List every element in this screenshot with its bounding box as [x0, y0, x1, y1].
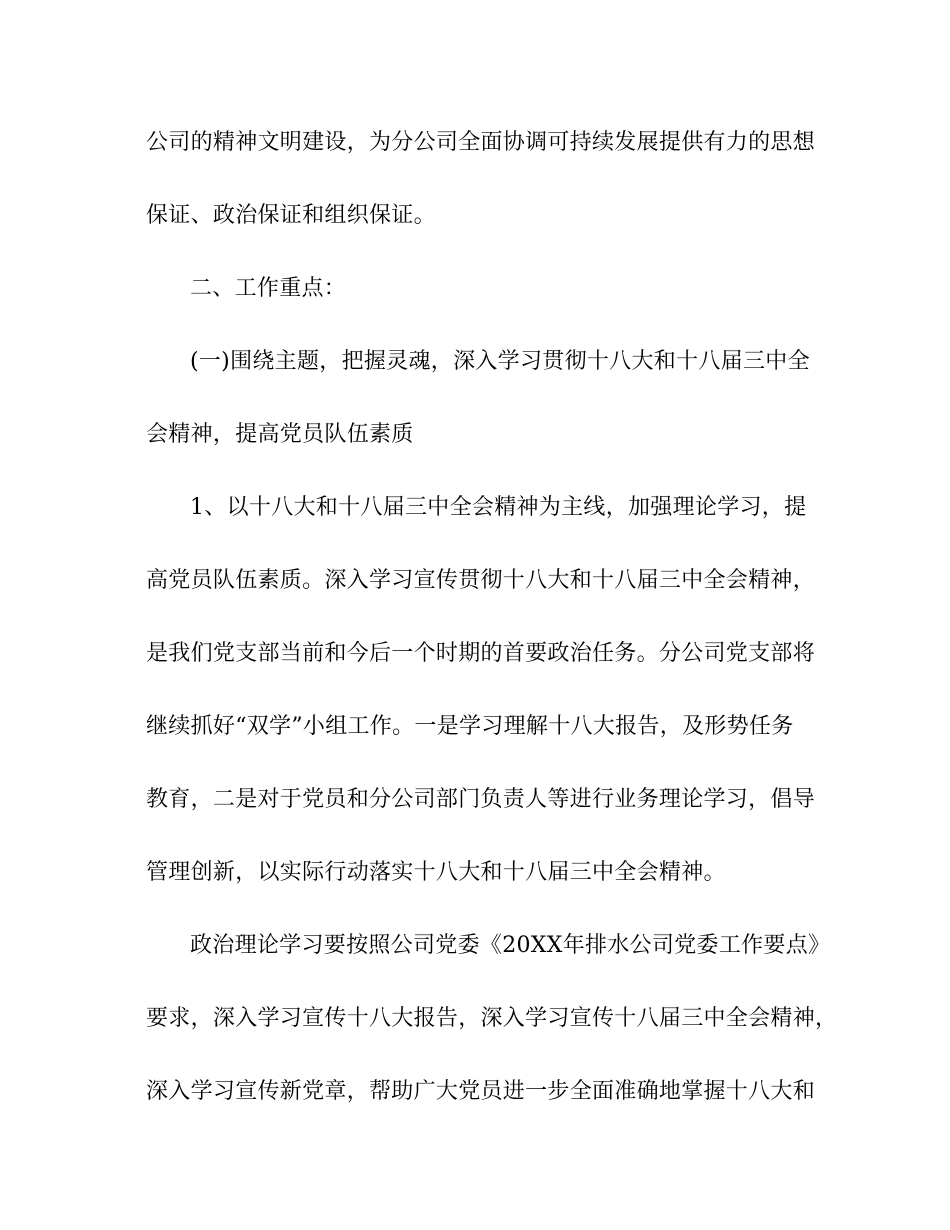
- paragraph-line-13: 要求，深入学习宣传十八大报告，深入学习宣传十八届三中全会精神，: [146, 1006, 838, 1031]
- paragraph-line-2: 保证、政治保证和组织保证。: [146, 203, 436, 228]
- paragraph-line-11: 管理创新，以实际行动落实十八大和十八届三中全会精神。: [146, 860, 726, 885]
- paragraph-line-7: 高党员队伍素质。深入学习宣传贯彻十八大和十八届三中全会精神，: [146, 568, 816, 593]
- paragraph-line-12: 政治理论学习要按照公司党委《20XX年排水公司党委工作要点》: [190, 933, 831, 958]
- subsection-heading-line-1: (一)围绕主题，把握灵魂，深入学习贯彻十八大和十八届三中全: [190, 349, 810, 374]
- subsection-heading-line-2: 会精神，提高党员队伍素质: [146, 422, 414, 447]
- paragraph-line-8: 是我们党支部当前和今后一个时期的首要政治任务。分公司党支部将: [146, 641, 816, 666]
- paragraph-line-10: 教育，二是对于党员和分公司部门负责人等进行业务理论学习，倡导: [146, 787, 816, 812]
- paragraph-line-14: 深入学习宣传新党章，帮助广大党员进一步全面准确地掌握十八大和: [146, 1079, 816, 1104]
- paragraph-line-9: 继续抓好“双学”小组工作。一是学习理解十八大报告，及形势任务: [146, 714, 794, 739]
- paragraph-line-1: 公司的精神文明建设，为分公司全面协调可持续发展提供有力的思想: [146, 130, 816, 155]
- section-heading: 二、工作重点：: [190, 276, 347, 301]
- paragraph-line-6: 1、以十八大和十八届三中全会精神为主线，加强理论学习，提: [190, 495, 807, 520]
